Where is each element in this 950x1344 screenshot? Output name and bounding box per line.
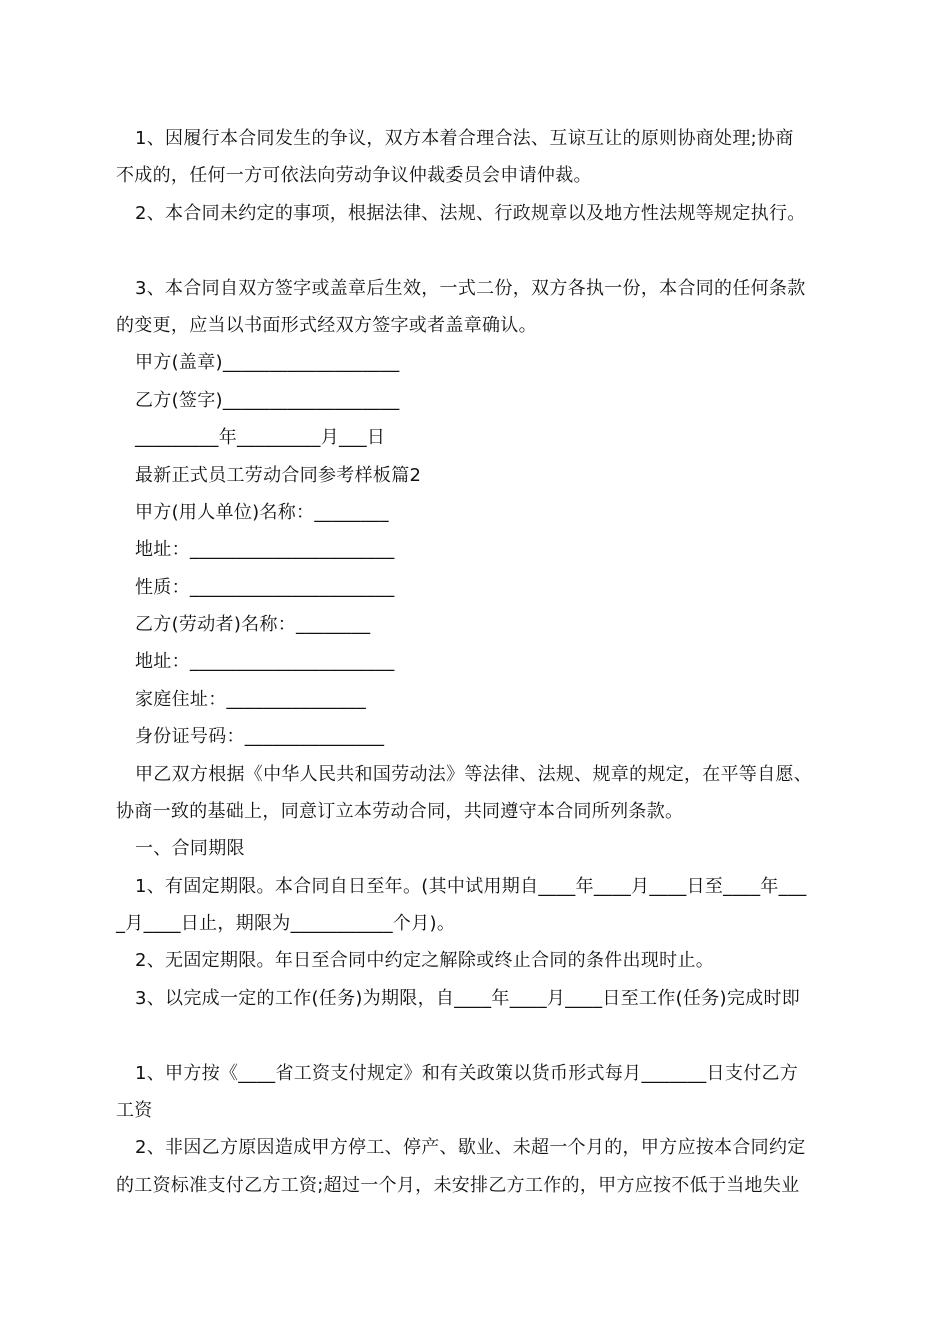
employer-address: 地址：______________________ [135,539,395,560]
fixed-term-line-1: 1、有固定期限。本合同自日至年。(其中试用期自____年____月____日至____年___ [135,876,807,897]
clause-effect-line-1: 3、本合同自双方签字或盖章后生效，一式二份，双方各执一份，本合同的任何条款 [135,278,806,299]
party-b-sign: 乙方(签字)___________________ [135,390,400,411]
clause-dispute-line-2: 不成的，任何一方可依法向劳动争议仲裁委员会申请仲裁。 [116,165,592,186]
open-term: 2、无固定期限。年日至合同中约定之解除或终止合同的条件出现时止。 [135,950,715,971]
fixed-term-line-2: _月____日止，期限为___________个月)。 [116,913,456,934]
section-title: 最新正式员工劳动合同参考样板篇2 [135,465,422,486]
employee-address: 地址：______________________ [135,651,395,672]
clause-dispute-line-1: 1、因履行本合同发生的争议，双方本着合理合法、互谅互让的原则协商处理;协商 [135,128,794,149]
clause-unspecified: 2、本合同未约定的事项，根据法律、法规、行政规章以及地方性法规等规定执行。 [135,203,806,224]
signing-date: _________年_________月___日 [135,427,386,448]
preamble-line-1: 甲乙双方根据《中华人民共和国劳动法》等法律、法规、规章的规定，在平等自愿、 [135,764,813,785]
employer-nature: 性质：______________________ [135,577,395,598]
shutdown-clause-line-2: 的工资标准支付乙方工资;超过一个月，未安排乙方工作的，甲方应按不低于当地失业 [116,1175,800,1196]
task-term: 3、以完成一定的工作(任务)为期限，自____年____月____日至工作(任务)完成时即 [135,988,801,1009]
clause-effect-line-2: 的变更，应当以书面形式经双方签字或者盖章确认。 [116,315,537,336]
heading-contract-term: 一、合同期限 [135,838,245,859]
id-number: 身份证号码：_______________ [135,726,385,747]
wage-clause-line-2: 工资 [116,1100,153,1121]
employer-name: 甲方(用人单位)名称：________ [135,502,389,523]
home-address: 家庭住址：_______________ [135,689,366,710]
party-a-seal: 甲方(盖章)___________________ [135,352,400,373]
wage-clause-line-1: 1、甲方按《____省工资支付规定》和有关政策以货币形式每月_______日支付乙方 [135,1063,799,1084]
employee-name: 乙方(劳动者)名称：________ [135,614,371,635]
shutdown-clause-line-1: 2、非因乙方原因造成甲方停工、停产、歇业、未超一个月的，甲方应按本合同约定 [135,1137,806,1158]
preamble-line-2: 协商一致的基础上，同意订立本劳动合同，共同遵守本合同所列条款。 [116,801,684,822]
